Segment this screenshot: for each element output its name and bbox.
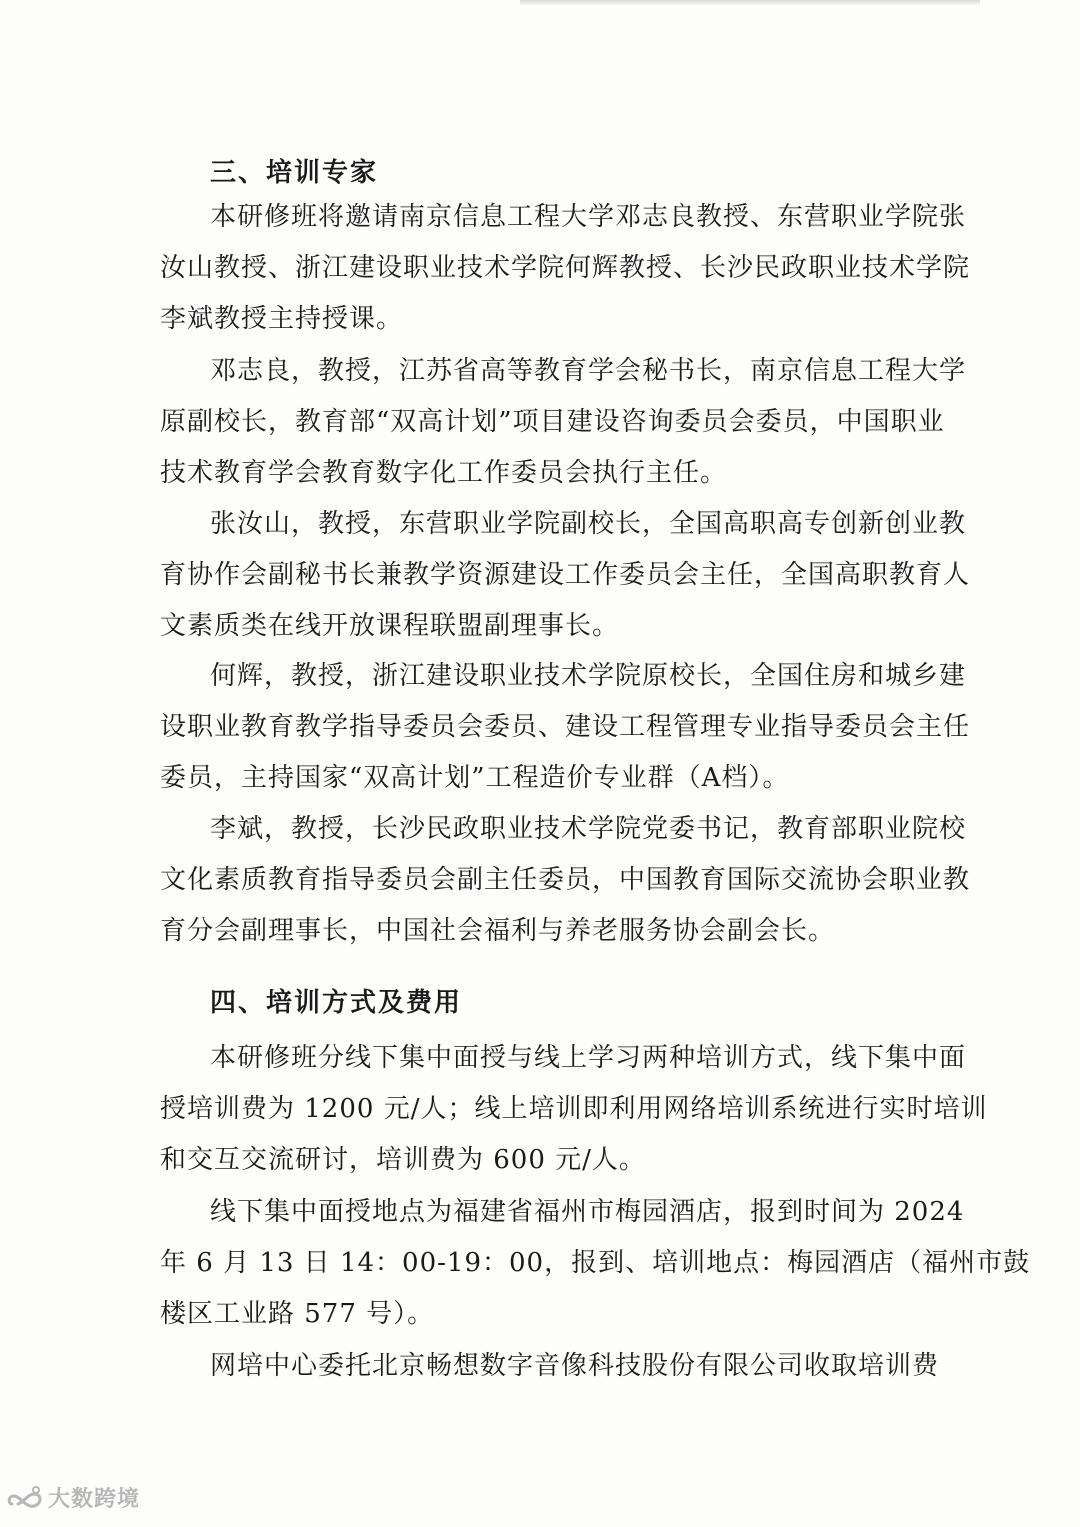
watermark <box>6 1482 140 1513</box>
text-line: 设职业教育教学指导委员会委员、建设工程管理专业指导委员会主任 <box>160 712 971 742</box>
paragraph-expert-zhang <box>160 499 971 652</box>
text-line: 委员，主持国家“双高计划”工程造价专业群（A档）。 <box>160 763 790 793</box>
text-line: 邓志良，教授，江苏省高等教育学会秘书长，南京信息工程大学 <box>210 356 967 386</box>
watermark-text: 大数跨境 <box>48 1487 141 1512</box>
section-3-heading: 三、培训专家 <box>210 158 379 188</box>
paragraph-invitation <box>160 192 971 345</box>
infinity-logo-icon <box>6 1484 46 1512</box>
paragraph-expert-he <box>160 651 971 804</box>
text-line: 李斌教授主持授课。 <box>160 304 404 334</box>
text-line: 原副校长，教育部“双高计划”项目建设咨询委员会委员，中国职业 <box>160 407 945 437</box>
section-4-heading: 四、培训方式及费用 <box>210 988 463 1018</box>
text-line: 育分会副理事长，中国社会福利与养老服务协会副会长。 <box>160 916 836 946</box>
paragraph-fee-collection <box>160 1341 940 1392</box>
paragraph-expert-li <box>160 804 971 957</box>
text-line: 文素质类在线开放课程联盟副理事长。 <box>160 611 620 641</box>
text-line: 汝山教授、浙江建设职业技术学院何辉教授、长沙民政职业技术学院 <box>160 253 971 283</box>
text-line: 张汝山，教授，东营职业学院副校长，全国高职高专创新创业教 <box>210 509 967 539</box>
text-line: 网培中心委托北京畅想数字音像科技股份有限公司收取培训费 <box>210 1351 940 1381</box>
paragraph-expert-deng <box>160 346 967 499</box>
text-line: 文化素质教育指导委员会副主任委员，中国教育国际交流协会职业教 <box>160 865 971 895</box>
scan-shadow <box>520 0 980 6</box>
text-line: 李斌，教授，长沙民政职业技术学院党委书记，教育部职业院校 <box>210 814 967 844</box>
text-line: 本研修班将邀请南京信息工程大学邓志良教授、东营职业学院张 <box>210 202 967 232</box>
text-line: 授培训费为 1200 元/人；线上培训即利用网络培训系统进行实时培训 <box>160 1094 988 1124</box>
text-line: 楼区工业路 577 号）。 <box>160 1299 435 1329</box>
text-line: 年 6 月 13 日 14：00-19：00，报到、培训地点：梅园酒店（福州市鼓 <box>160 1248 1031 1278</box>
paragraph-training-method <box>160 1033 988 1186</box>
text-line: 育协作会副秘书长兼教学资源建设工作委员会主任，全国高职教育人 <box>160 560 971 590</box>
text-line: 本研修班分线下集中面授与线上学习两种培训方式，线下集中面 <box>210 1043 967 1073</box>
text-line: 线下集中面授地点为福建省福州市梅园酒店，报到时间为 2024 <box>210 1197 965 1227</box>
text-line: 何辉，教授，浙江建设职业技术学院原校长，全国住房和城乡建 <box>210 661 967 691</box>
text-line: 技术教育学会教育数字化工作委员会执行主任。 <box>160 458 728 488</box>
text-line: 和交互交流研讨，培训费为 600 元/人。 <box>160 1145 646 1175</box>
paragraph-location <box>160 1187 1031 1340</box>
